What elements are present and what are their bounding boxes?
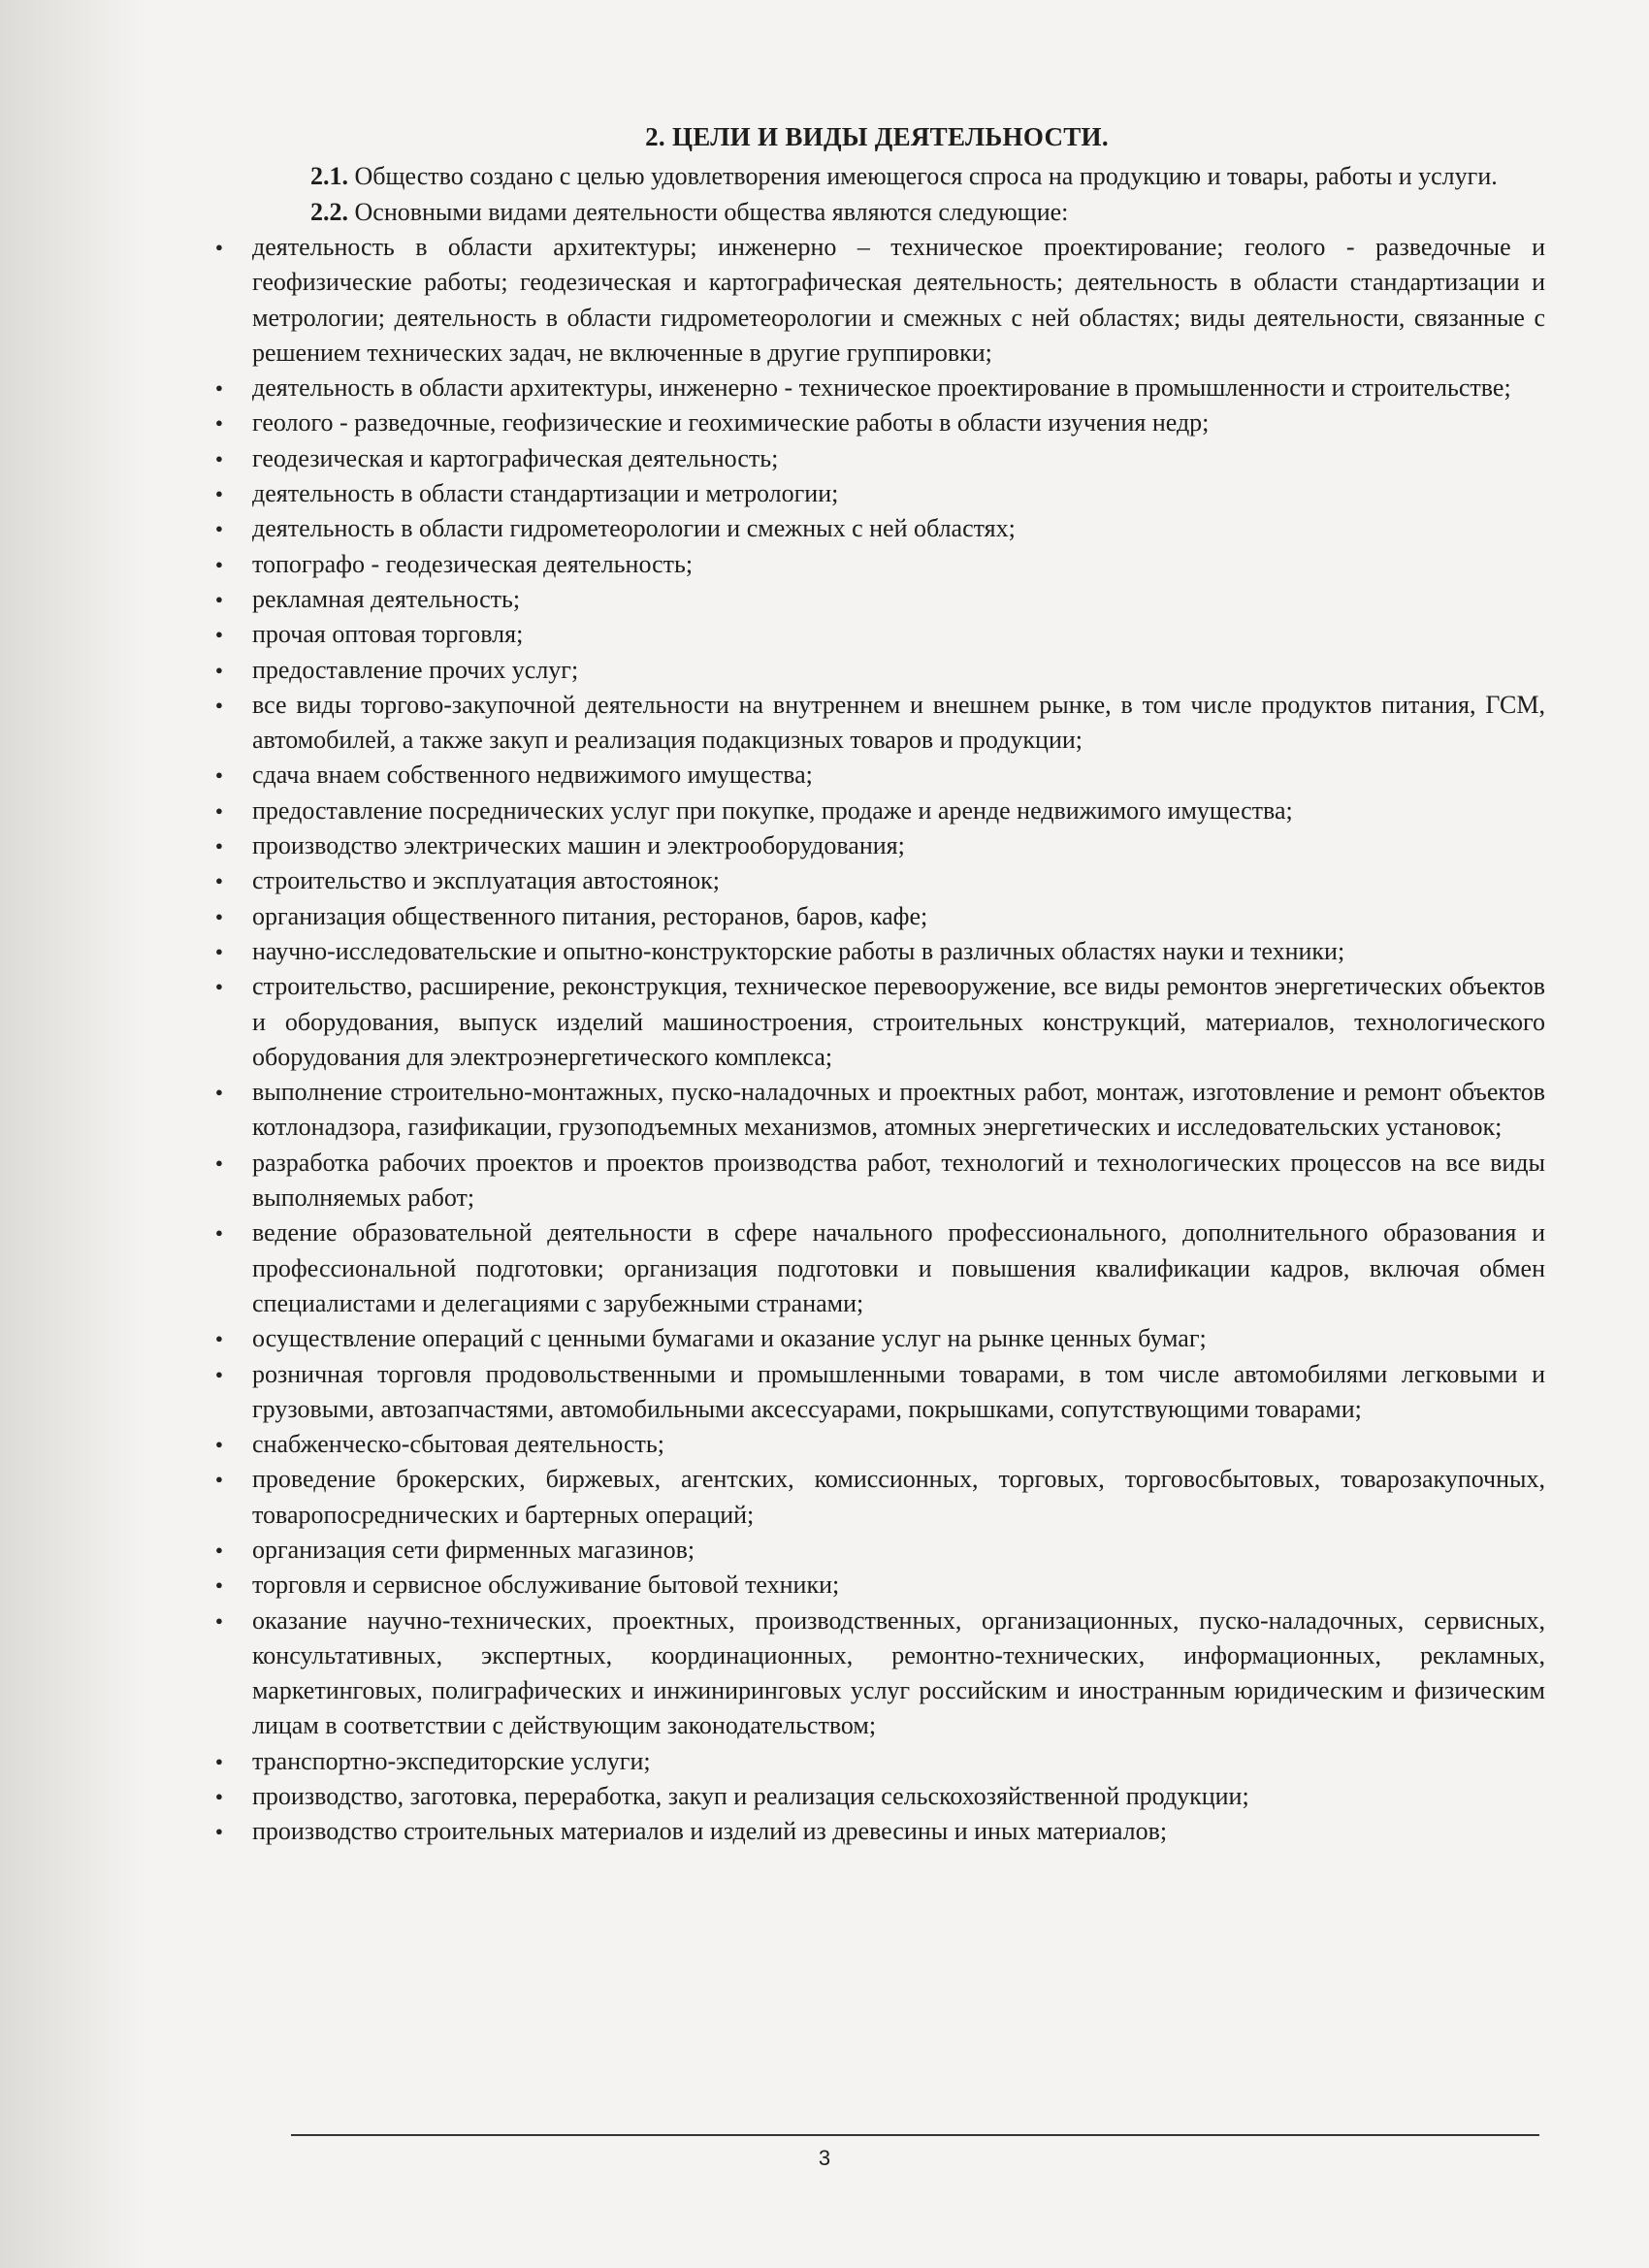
list-item: ● строительство и эксплуатация автостоянок; <box>209 863 1545 898</box>
list-item: ● деятельность в области стандартизации и метрологии; <box>209 476 1545 511</box>
document-page <box>209 122 1545 1850</box>
clause-number: 2.2. <box>310 198 348 226</box>
clause-2-2 <box>209 194 1545 230</box>
list-item: ● производство, заготовка, переработка, закуп и реализация сельскохозяйственной продукции; <box>209 1779 1545 1814</box>
list-item: ● строительство, расширение, реконструкция, техническое перевооружение, все виды ремонтов энергетических объектов и оборудования, выпуск изделий машиностроения, строительных конструкций, материалов, технологического оборудования для электроэнергетического комплекса; <box>209 969 1545 1075</box>
list-item: ● транспортно-экспедиторские услуги; <box>209 1744 1545 1779</box>
clause-text: Общество создано с целью удовлетворения имеющегося спроса на продукцию и товары, работы и услуги. <box>348 162 1498 190</box>
list-item: ● организация общественного питания, ресторанов, баров, кафе; <box>209 899 1545 934</box>
list-item: ● геолого - разведочные, геофизические и геохимические работы в области изучения недр; <box>209 405 1545 440</box>
list-item: ● топографо - геодезическая деятельность; <box>209 547 1545 582</box>
list-item: ● проведение брокерских, биржевых, агентских, комиссионных, торговых, торговосбытовых, товарозакупочных, товаропосреднических и бартерных операций; <box>209 1462 1545 1533</box>
list-item: ● ведение образовательной деятельности в сфере начального профессионального, дополнительного образования и профессиональной подготовки; организация подготовки и повышения квалификации кадров, включая обмен специалистами и делегациями с зарубежными странами; <box>209 1215 1545 1321</box>
page-number: 3 <box>818 2146 831 2170</box>
list-item: ● торговля и сервисное обслуживание бытовой техники; <box>209 1568 1545 1603</box>
clause-text: Основными видами деятельности общества являются следующие: <box>348 198 1069 226</box>
list-item: ● розничная торговля продовольственными и промышленными товарами, в том числе автомобилями легковыми и грузовыми, автозапчастями, автомобильными аксессуарами, покрышками, сопутствующими товарами; <box>209 1357 1545 1428</box>
list-item: ● оказание научно-технических, проектных, производственных, организационных, пуско-наладочных, сервисных, консультативных, экспертных, координационных, ремонтно-технических, информационных, рекламных, маркетинговых, полиграфических и инжиниринговых услуг российским и иностранным юридическим и физическим лицам в соответствии с действующим законодательством; <box>209 1604 1545 1744</box>
section-title: 2. ЦЕЛИ И ВИДЫ ДЕЯТЕЛЬНОСТИ. <box>645 122 1109 151</box>
list-item: ● производство электрических машин и электрооборудования; <box>209 828 1545 863</box>
list-item: ● выполнение строительно-монтажных, пуско-наладочных и проектных работ, монтаж, изготовление и ремонт объектов котлонадзора, газификации, грузоподъемных механизмов, атомных энергетических и исследовательских установок; <box>209 1075 1545 1146</box>
clause-2-1 <box>209 158 1545 194</box>
list-item: ● деятельность в области гидрометеорологии и смежных с ней областях; <box>209 511 1545 546</box>
list-item: ● рекламная деятельность; <box>209 582 1545 617</box>
clause-number: 2.1. <box>310 162 348 190</box>
list-item: ● сдача внаем собственного недвижимого имущества; <box>209 758 1545 793</box>
activity-list <box>209 230 1545 1850</box>
list-item: ● предоставление посреднических услуг при покупке, продаже и аренде недвижимого имущества; <box>209 794 1545 828</box>
list-item: ● деятельность в области архитектуры; инженерно – техническое проектирование; геолого - разведочные и геофизические работы; геодезическая и картографическая деятельность; деятельность в области стандартизации и метрологии; деятельность в области гидрометеорологии и смежных с ней областях; виды деятельности, связанные с решением технических задач, не включенные в другие группировки; <box>209 230 1545 371</box>
scan-shadow <box>0 0 146 2268</box>
list-item: ● деятельность в области архитектуры, инженерно - техническое проектирование в промышленности и строительстве; <box>209 371 1545 405</box>
list-item: ● предоставление прочих услуг; <box>209 653 1545 688</box>
list-item: ● научно-исследовательские и опытно-конструкторские работы в различных областях науки и техники; <box>209 934 1545 969</box>
list-item: ● прочая оптовая торговля; <box>209 617 1545 652</box>
list-item: ● производство строительных материалов и изделий из древесины и иных материалов; <box>209 1814 1545 1849</box>
list-item: ● все виды торгово-закупочной деятельности на внутреннем и внешнем рынке, в том числе продуктов питания, ГСМ, автомобилей, а также закуп и реализация подакцизных товаров и продукции; <box>209 688 1545 759</box>
list-item: ● разработка рабочих проектов и проектов производства работ, технологий и технологических процессов на все виды выполняемых работ; <box>209 1146 1545 1216</box>
footer-divider <box>291 2134 1539 2136</box>
list-item: ● снабженческо-сбытовая деятельность; <box>209 1427 1545 1462</box>
list-item: ● организация сети фирменных магазинов; <box>209 1533 1545 1568</box>
list-item: ● геодезическая и картографическая деятельность; <box>209 441 1545 476</box>
list-item: ● осуществление операций с ценными бумагами и оказание услуг на рынке ценных бумаг; <box>209 1321 1545 1356</box>
